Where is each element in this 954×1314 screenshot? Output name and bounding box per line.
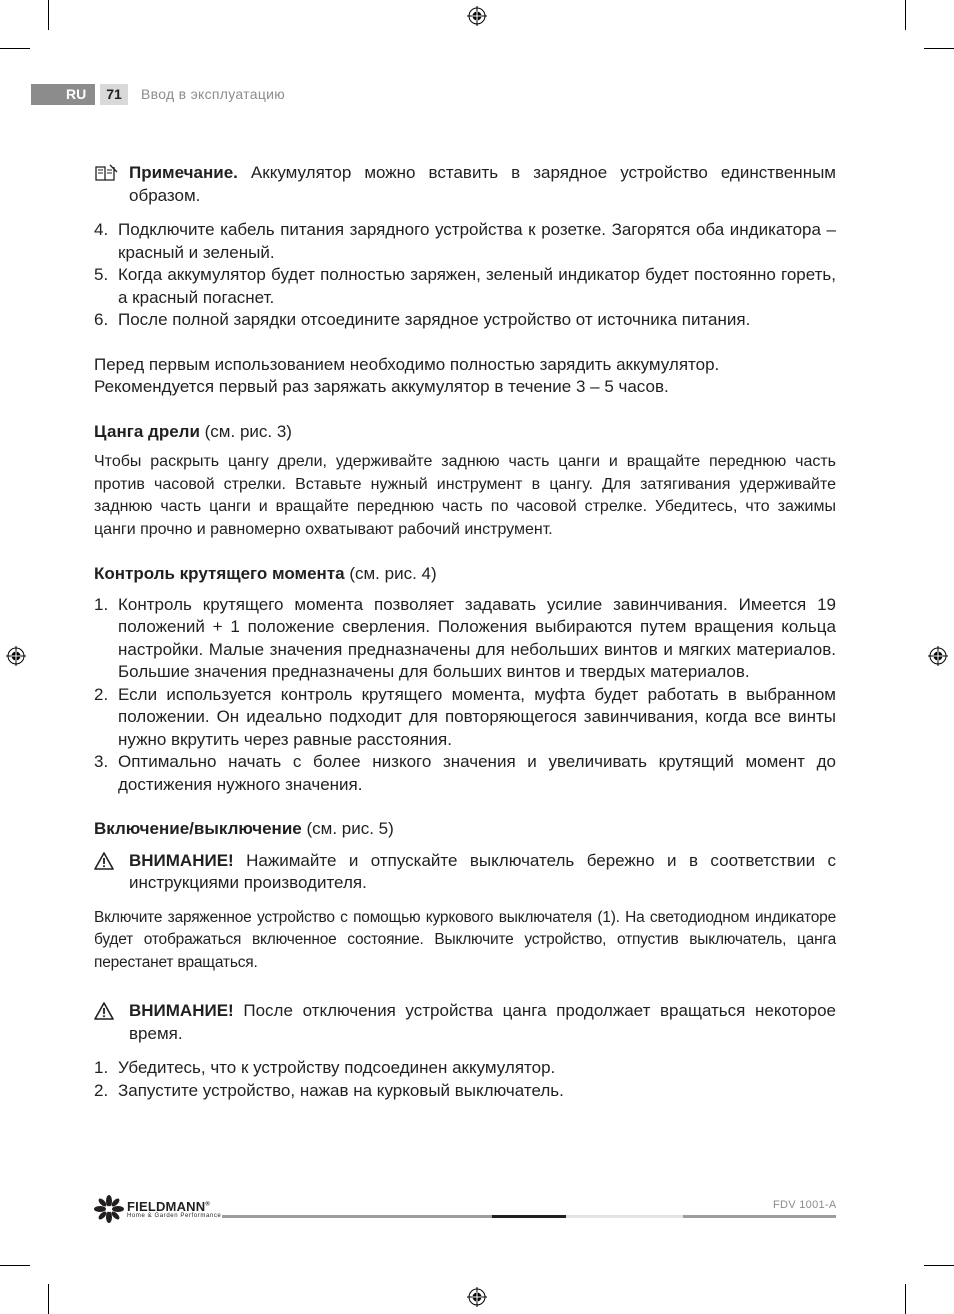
main-content bbox=[94, 162, 836, 1102]
warning-label: ВНИМАНИЕ! bbox=[129, 850, 234, 870]
list-item bbox=[94, 1057, 836, 1080]
torque-heading bbox=[94, 563, 836, 586]
registration-mark-icon bbox=[6, 646, 26, 666]
heading-bold: Цанга дрели bbox=[94, 421, 200, 441]
crop-mark bbox=[905, 0, 906, 30]
list-number: 1. bbox=[94, 594, 109, 614]
crop-mark bbox=[924, 1265, 954, 1266]
list-number: 6. bbox=[94, 310, 109, 329]
brand-name: FIELDMANN® bbox=[127, 1199, 210, 1214]
registration-mark-icon bbox=[467, 1287, 487, 1307]
list-item bbox=[94, 309, 836, 332]
registration-mark-icon bbox=[928, 646, 948, 666]
warning-triangle-icon bbox=[94, 1002, 114, 1020]
charge-info-line: Перед первым использованием необходимо полностью зарядить аккумулятор. bbox=[94, 354, 720, 374]
crop-mark bbox=[924, 48, 954, 49]
charge-info-line: Рекомендуется первый раз заряжать аккумулятор в течение 3 – 5 часов. bbox=[94, 377, 669, 396]
list-item bbox=[94, 684, 836, 752]
chuck-heading bbox=[94, 421, 836, 444]
list-item bbox=[94, 264, 836, 309]
list-number: 4. bbox=[94, 220, 109, 239]
charge-steps-list bbox=[94, 219, 836, 332]
footer-rule-gray bbox=[222, 1215, 492, 1218]
warning-text: Нажимайте и отпускайте выключатель бережно и в соответствии с инструкциями производителя. bbox=[129, 850, 836, 892]
torque-list bbox=[94, 594, 836, 797]
list-item bbox=[94, 594, 836, 684]
list-text: Подключите кабель питания зарядного устройства к розетке. Загорятся оба индикатора – красный и зеленый. bbox=[118, 220, 836, 262]
section-title: Ввод в эксплуатацию bbox=[141, 86, 286, 102]
list-number: 5. bbox=[94, 265, 109, 284]
page-number: 71 bbox=[100, 84, 128, 105]
registration-mark-icon bbox=[467, 6, 487, 26]
language-code: RU bbox=[66, 86, 87, 102]
warning-triangle-icon bbox=[94, 852, 114, 870]
list-item bbox=[94, 219, 836, 264]
list-text: Убедитесь, что к устройству подсоединен аккумулятор. bbox=[118, 1058, 556, 1077]
list-text: Запустите устройство, нажав на курковый выключатель. bbox=[118, 1080, 564, 1100]
crop-mark bbox=[905, 1284, 906, 1314]
list-text: Когда аккумулятор будет полностью заряжен, зеленый индикатор будет постоянно гореть, а красный погаснет. bbox=[118, 265, 836, 307]
switch-paragraph: Включите заряженное устройство с помощью куркового выключателя (1). На светодиодном индикаторе будет отображаться включенное состояние. Выключите устройство, отпустив выключатель, цанга перестанет вращаться. bbox=[94, 908, 836, 971]
list-item bbox=[94, 751, 836, 796]
heading-bold: Включение/выключение bbox=[94, 819, 302, 838]
heading-ref: (см. рис. 4) bbox=[344, 564, 437, 583]
crop-mark bbox=[48, 0, 49, 30]
list-number: 2. bbox=[94, 684, 109, 704]
list-text: Если используется контроль крутящего момента, муфта будет работать в выбранном положении. Он идеально подходит для повторяющегося завинчивания, когда все винты нужно вкрутить через равные расстояния. bbox=[118, 684, 836, 749]
list-text: Контроль крутящего момента позволяет задавать усилие завинчивания. Имеется 19 положений + 1 положение сверления. Положения выбираются путем вращения кольца настройки. Малые значения предназначены для небольших винтов и мягких материалов. Большие значения предназначены для больших винтов и твердых материалов. bbox=[118, 594, 836, 681]
fieldmann-logo-icon bbox=[94, 1195, 124, 1223]
list-text: После полной зарядки отсоедините зарядное устройство от источника питания. bbox=[118, 310, 751, 329]
note-block bbox=[94, 162, 836, 207]
footer-rule-light bbox=[566, 1215, 683, 1218]
trademark-symbol: ® bbox=[205, 1201, 210, 1208]
list-number: 3. bbox=[94, 752, 109, 771]
warning-text: После отключения устройства цанга продолжает вращаться некоторое время. bbox=[129, 1001, 836, 1043]
list-number: 1. bbox=[94, 1058, 109, 1077]
heading-ref: (см. рис. 5) bbox=[301, 819, 394, 838]
crop-mark bbox=[0, 1265, 30, 1266]
warning-label: ВНИМАНИЕ! bbox=[129, 1001, 234, 1020]
crop-mark bbox=[48, 1284, 49, 1314]
list-text: Оптимально начать с более низкого значения и увеличивать крутящий момент до достижения нужного значения. bbox=[118, 752, 836, 794]
warning-block bbox=[94, 850, 836, 895]
chuck-paragraph: Чтобы раскрыть цангу дрели, удерживайте заднюю часть цанги и вращайте переднюю часть против часовой стрелки. Вставьте нужный инструмент в цангу. Для затягивания удерживайте заднюю часть цанги и вращайте переднюю часть по часовой стрелке. Убедитесь, что зажимы цанги прочно и равномерно охватывают рабочий инструмент. bbox=[94, 453, 836, 538]
note-label: Примечание. bbox=[129, 163, 238, 182]
heading-bold: Контроль крутящего момента bbox=[94, 564, 345, 583]
switch-list bbox=[94, 1057, 836, 1102]
list-item bbox=[94, 1080, 836, 1103]
switch-heading bbox=[94, 818, 836, 841]
note-text: Аккумулятор можно вставить в зарядное устройство единственным образом. bbox=[129, 163, 836, 205]
brand-tagline: Home & Garden Performance bbox=[127, 1213, 222, 1219]
heading-ref: (см. рис. 3) bbox=[199, 421, 292, 441]
warning-block bbox=[94, 1000, 836, 1045]
model-number: FDV 1001-A bbox=[773, 1199, 837, 1211]
footer-rule-gray bbox=[683, 1215, 836, 1218]
crop-mark bbox=[0, 48, 30, 49]
footer-rule-dark bbox=[492, 1215, 566, 1218]
book-note-icon bbox=[94, 164, 118, 182]
list-number: 2. bbox=[94, 1080, 109, 1100]
